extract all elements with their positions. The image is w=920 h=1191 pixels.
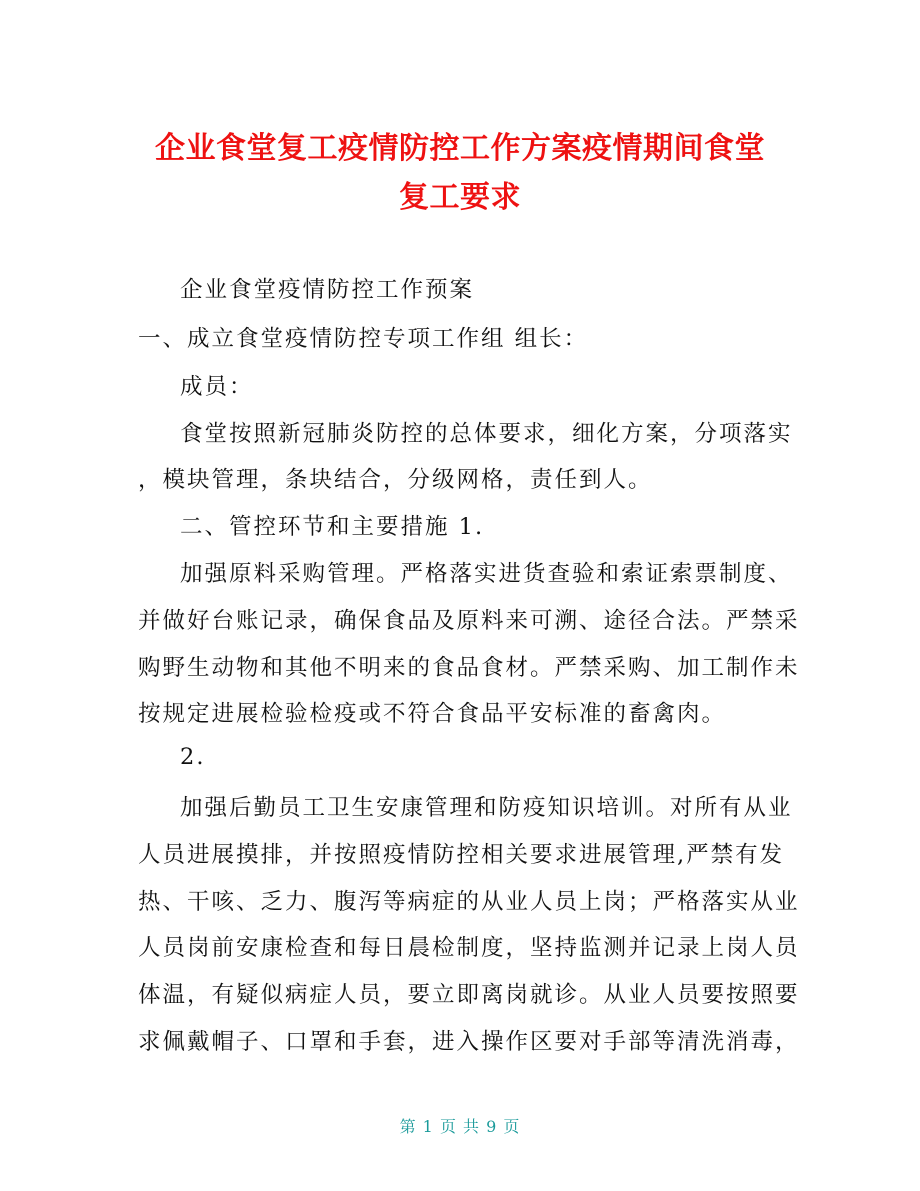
paragraph-line: 并做好台账记录，确保食品及原料来可溯、途径合法。严禁采 — [138, 608, 800, 634]
paragraph-line: 企业食堂疫情防控工作预案 — [180, 277, 475, 303]
paragraph-line: 人员岗前安康检查和每日晨检制度，坚持监测并记录上岗人员 — [138, 935, 800, 961]
paragraph-line: 2. — [180, 744, 206, 770]
paragraph-line: 成员： — [180, 374, 254, 400]
paragraph-line: 体温，有疑似病症人员，要立即离岗就诊。从业人员要按照要 — [138, 982, 800, 1008]
paragraph-line: 人员进展摸排，并按照疫情防控相关要求进展管理,严禁有发 — [138, 842, 785, 868]
page-number-footer: 第 1 页 共 9 页 — [399, 1117, 521, 1136]
paragraph-line: 购野生动物和其他不明来的食品食材。严禁采购、加工制作未 — [138, 655, 800, 681]
paragraph-line: 加强后勤员工卫生安康管理和防疫知识培训。对所有从业 — [180, 795, 793, 821]
paragraph-line: 求佩戴帽子、口罩和手套，进入操作区要对手部等清洗消毒， — [138, 1029, 800, 1055]
paragraph-line: 二、管控环节和主要措施 1. — [180, 514, 485, 540]
paragraph-line: 加强原料采购管理。严格落实进货查验和索证索票制度、 — [180, 561, 793, 587]
paragraph-line: 一、成立食堂疫情防控专项工作组 组长： — [138, 326, 589, 352]
paragraph-line: 食堂按照新冠肺炎防控的总体要求，细化方案，分项落实 — [180, 421, 793, 447]
document-title-line-1: 企业食堂复工疫情防控工作方案疫情期间食堂 — [155, 131, 765, 166]
paragraph-line: ，模块管理，条块结合，分级网格，责任到人。 — [138, 467, 653, 493]
document-title-line-2: 复工要求 — [399, 180, 521, 215]
paragraph-line: 热、干咳、乏力、腹泻等病症的从业人员上岗；严格落实从业 — [138, 889, 800, 915]
paragraph-line: 按规定进展检验检疫或不符合食品平安标准的畜禽肉。 — [138, 701, 727, 727]
